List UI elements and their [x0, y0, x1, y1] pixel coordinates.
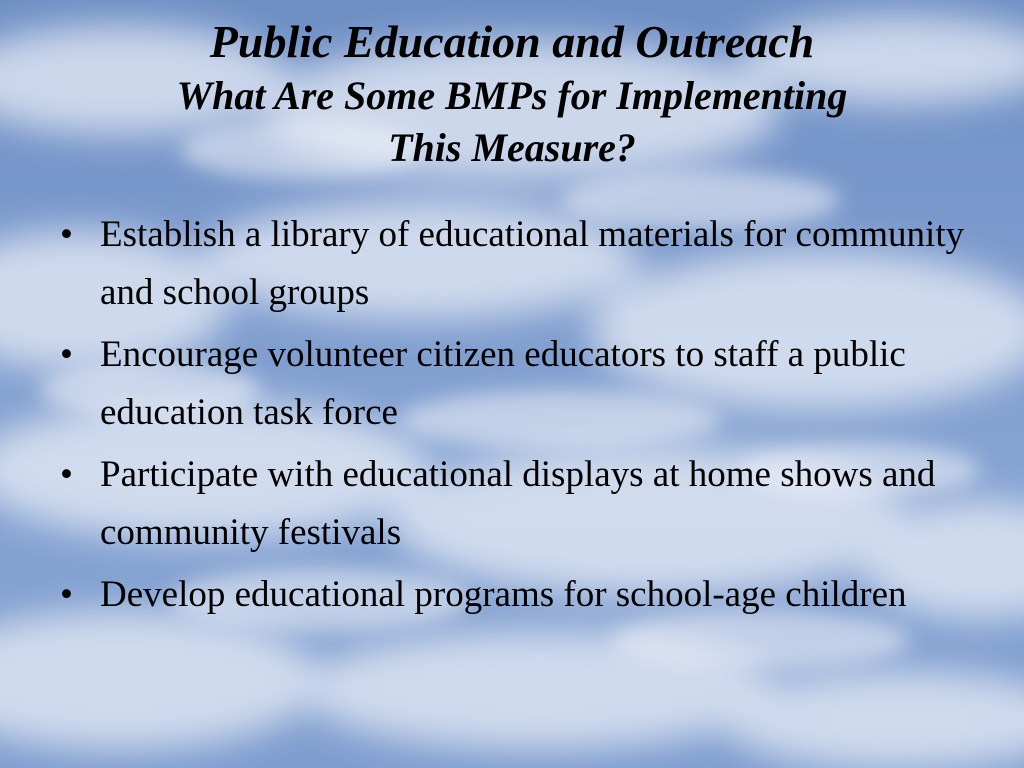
- bullet-icon: •: [60, 574, 73, 615]
- slide-subtitle-line2: This Measure?: [388, 125, 636, 170]
- slide-subtitle-line1: What Are Some BMPs for Implementing: [176, 73, 848, 118]
- bullet-text: Participate with educational displays at home shows and community festivals: [100, 454, 936, 553]
- bullet-text: Encourage volunteer citizen educators to staff a public education task force: [100, 334, 906, 433]
- bullet-item: [60, 206, 990, 322]
- bullet-icon: •: [60, 334, 73, 375]
- bullet-item: [60, 446, 990, 562]
- bullet-icon: •: [60, 214, 73, 255]
- bullet-list: [60, 206, 990, 628]
- bullet-item: [60, 326, 990, 442]
- bullet-text: Establish a library of educational materials for community and school groups: [100, 214, 965, 313]
- bullet-icon: •: [60, 454, 73, 495]
- slide-title: Public Education and Outreach: [209, 16, 815, 67]
- title-block: [40, 14, 984, 174]
- bullet-text: Develop educational programs for school-age children: [100, 574, 907, 615]
- bullet-item: [60, 566, 990, 624]
